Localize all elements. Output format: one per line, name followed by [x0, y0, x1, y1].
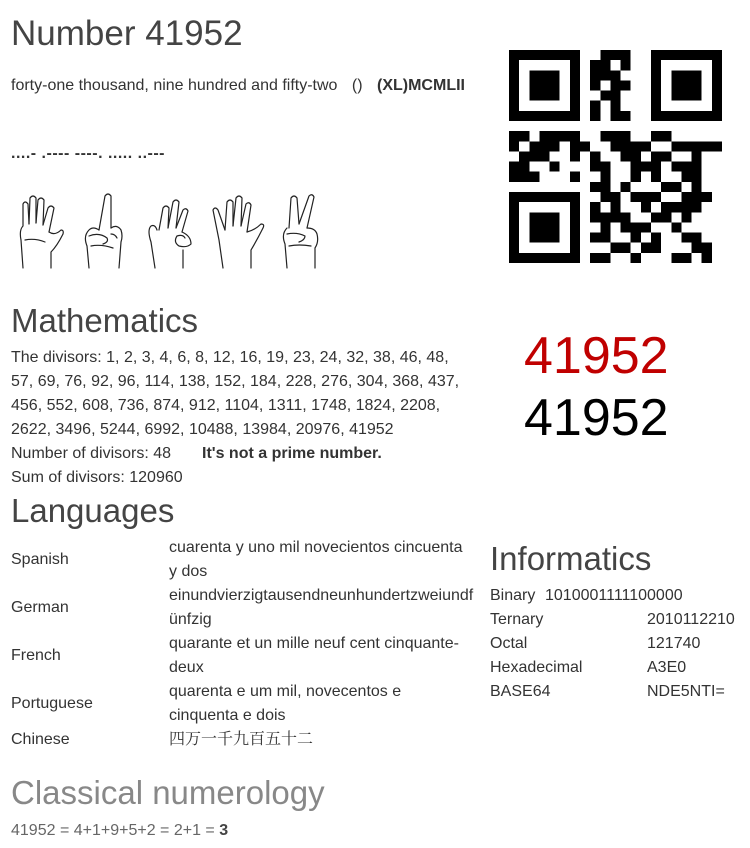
language-value: einundvierzigtausendneunhundertzweiundfünfzig: [169, 587, 474, 628]
info-value: 1010001111100000: [545, 587, 683, 604]
hand-sign-4-icon: [11, 190, 69, 270]
info-label: Binary: [490, 587, 536, 604]
number-of-divisors: Number of divisors: 48: [11, 445, 172, 462]
roman-numeral: (XL)MCMLII: [377, 77, 465, 94]
numerology-formula: [11, 819, 228, 843]
number-words: [11, 77, 465, 95]
info-label: Ternary: [490, 611, 544, 628]
divisors-values: 1, 2, 3, 4, 6, 8, 12, 16, 19, 23, 24, 32, 38, 46, 48, 57, 69, 76, 92, 96, 114, 138, 152, 184, 228, 276, 304, 368, 437, 456, 552, 608, 736, 874, 912, 1104, 1311, 1748, 1824, 2208, 2622, 3496, 5244, 6992, 10488, 13984, 20976, 41952: [11, 349, 460, 438]
languages-title: Languages: [11, 492, 175, 529]
numerology-result: 3: [219, 822, 229, 839]
language-value: quarenta e um mil, novecentos e cinquenta e dois: [169, 683, 402, 724]
numerology-expression: 41952 = 4+1+9+5+2 = 2+1 =: [11, 822, 220, 839]
language-name: French: [11, 647, 61, 664]
language-row-chinese: [11, 728, 476, 752]
language-name: German: [11, 599, 69, 616]
divisors-label: The divisors:: [11, 349, 102, 366]
hand-sign-9-icon: [143, 190, 201, 270]
hand-sign-5-icon: [209, 190, 267, 270]
language-value: cuarenta y uno mil novecientos cincuenta y dos: [169, 539, 463, 580]
big-number-black: 41952: [524, 389, 669, 447]
info-value: 2010112210: [647, 611, 735, 628]
info-label: BASE64: [490, 683, 551, 700]
hand-sign-1-icon: [77, 190, 135, 270]
informatics-title: Informatics: [490, 540, 652, 577]
language-row-french: [11, 632, 476, 680]
info-value: 121740: [647, 635, 701, 652]
info-row-hexadecimal: [490, 656, 740, 680]
language-value: 四万一千九百五十二: [169, 731, 314, 748]
sum-of-divisors: Sum of divisors: 120960: [11, 469, 183, 486]
hand-sign-2-icon: [275, 190, 333, 270]
info-row-octal: [490, 632, 740, 656]
language-name: Spanish: [11, 551, 69, 568]
info-row-binary: [490, 584, 740, 608]
page-title: Number 41952: [11, 14, 243, 53]
qr-code: [509, 50, 722, 263]
language-row-spanish: [11, 536, 476, 584]
language-value: quarante et un mille neuf cent cinquante-deux: [169, 635, 459, 676]
info-row-base64: [490, 680, 740, 704]
english-words: forty-one thousand, nine hundred and fifty-two: [11, 77, 338, 94]
language-row-german: [11, 584, 476, 632]
info-label: Octal: [490, 635, 528, 652]
prime-status: It's not a prime number.: [202, 445, 382, 462]
languages-table: [11, 536, 476, 756]
language-name: Portuguese: [11, 695, 93, 712]
informatics-table: [490, 584, 740, 704]
paren-text: (): [351, 77, 363, 94]
big-number-red: 41952: [524, 327, 669, 385]
language-name: Chinese: [11, 731, 70, 748]
mathematics-title: Mathematics: [11, 302, 199, 339]
info-label: Hexadecimal: [490, 659, 583, 676]
morse-code: ....- .---- ----. ..... ..---: [11, 145, 166, 162]
divisors-list: [11, 346, 471, 442]
sign-language-hands: [11, 190, 331, 272]
info-row-ternary: [490, 608, 740, 632]
info-value: A3E0: [647, 659, 687, 676]
numerology-title: Classical numerology: [11, 774, 325, 811]
language-row-portuguese: [11, 680, 476, 728]
info-value: NDE5NTI=: [647, 683, 725, 700]
